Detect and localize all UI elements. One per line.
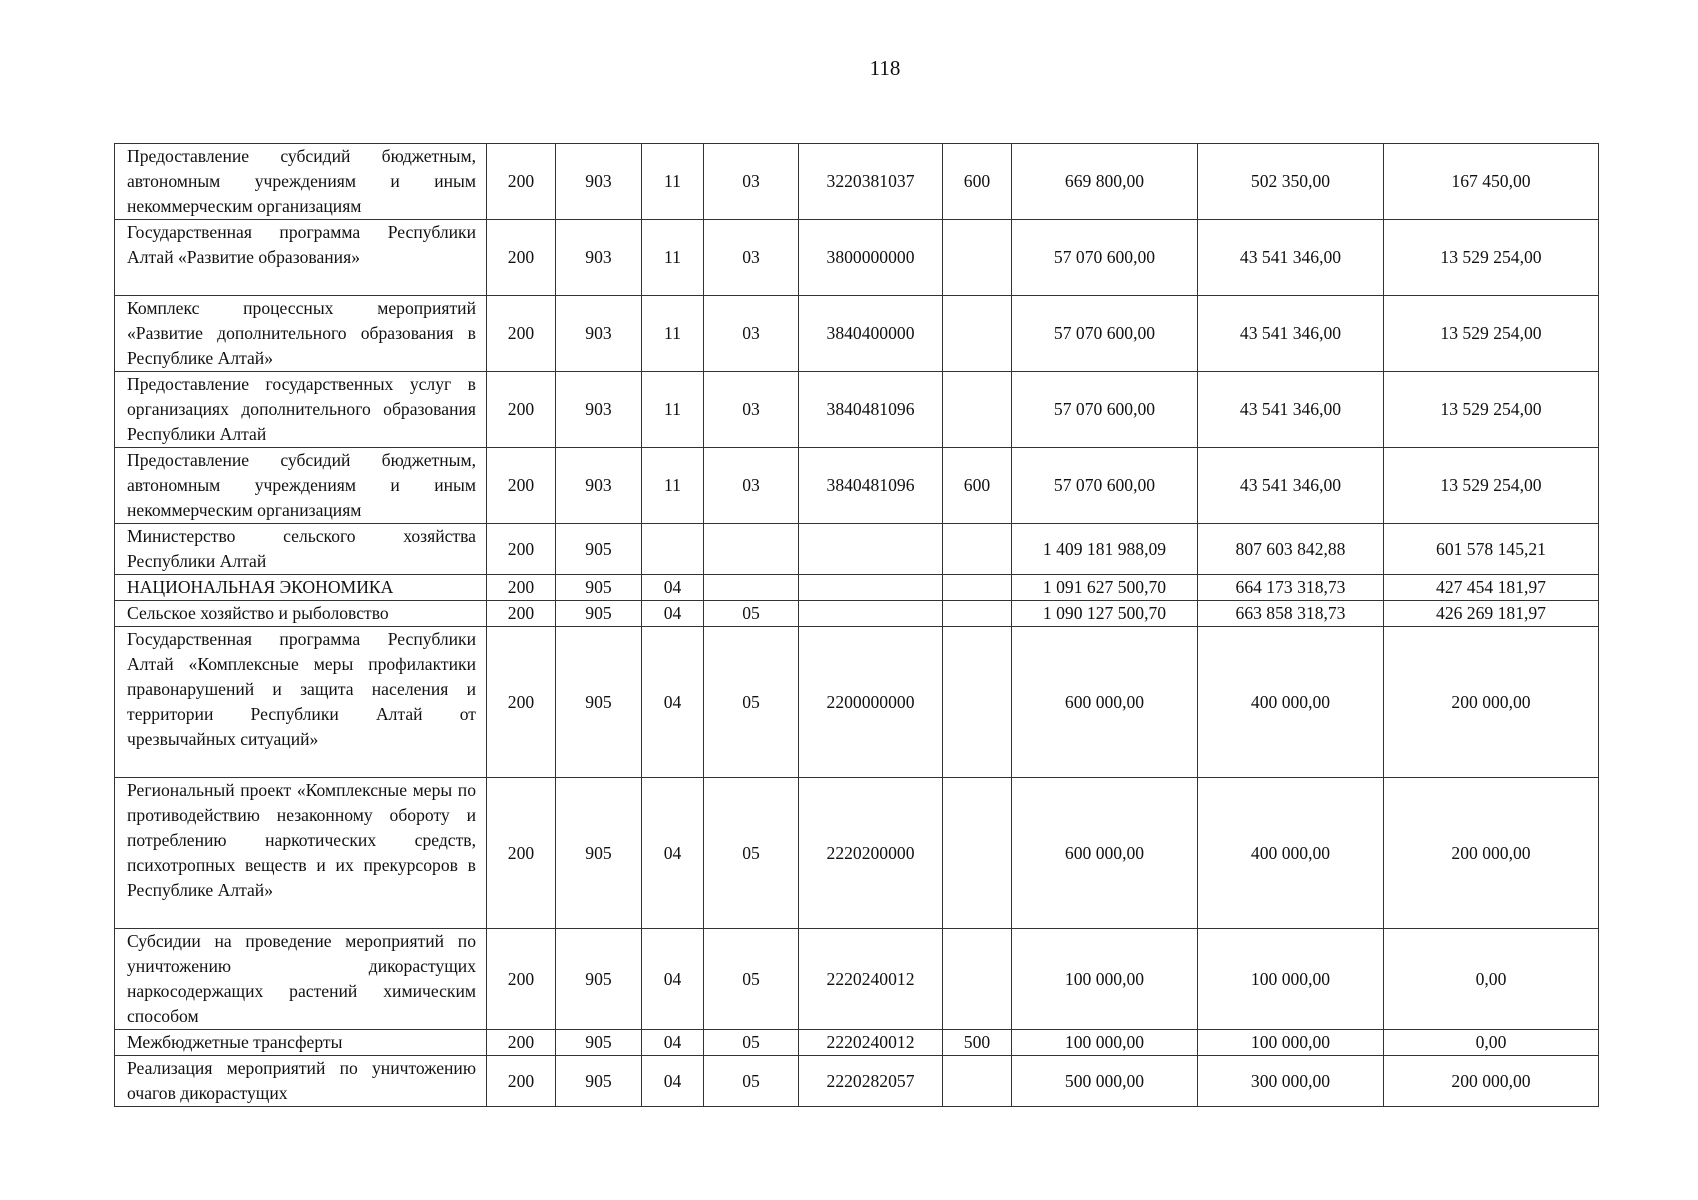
row-name-cell: Сельское хозяйство и рыболовство xyxy=(115,601,487,627)
row-ministry-code-cell: 905 xyxy=(556,1030,642,1056)
table-row xyxy=(115,929,1599,1030)
row-subsection-cell xyxy=(704,575,799,601)
row-name-cell: Министерство сельского хозяйства Республики Алтай xyxy=(115,524,487,575)
row-target-article-cell: 2200000000 xyxy=(799,627,943,778)
row-subsection-cell: 05 xyxy=(704,1056,799,1107)
row-amount-federal-cell: 663 858 318,73 xyxy=(1198,601,1384,627)
row-section-cell: 04 xyxy=(642,601,704,627)
row-amount-total-cell: 600 000,00 xyxy=(1012,627,1198,778)
row-section-cell: 11 xyxy=(642,448,704,524)
row-name-cell: Предоставление государственных услуг в организациях дополнительного образования Республики Алтай xyxy=(115,372,487,448)
table-body xyxy=(115,144,1599,1107)
row-amount-regional-cell: 200 000,00 xyxy=(1384,1056,1599,1107)
row-amount-federal-cell: 400 000,00 xyxy=(1198,778,1384,929)
row-name-cell: Государственная программа Республики Алтай «Комплексные меры профилактики правонарушений и защита населения и территории Республики Алтай от чрезвычайных ситуаций» xyxy=(115,627,487,778)
row-section-cell: 11 xyxy=(642,144,704,220)
row-amount-regional-cell: 200 000,00 xyxy=(1384,778,1599,929)
row-amount-regional-cell: 13 529 254,00 xyxy=(1384,296,1599,372)
table-row xyxy=(115,1056,1599,1107)
row-amount-total-cell: 57 070 600,00 xyxy=(1012,296,1198,372)
row-expense-type-cell xyxy=(943,929,1012,1030)
row-name-cell: Государственная программа Республики Алтай «Развитие образования» xyxy=(115,220,487,296)
row-gr-cell: 200 xyxy=(487,778,556,929)
row-amount-total-cell: 100 000,00 xyxy=(1012,929,1198,1030)
row-expense-type-cell xyxy=(943,372,1012,448)
table-row xyxy=(115,448,1599,524)
row-target-article-cell: 2220200000 xyxy=(799,778,943,929)
row-expense-type-cell xyxy=(943,1056,1012,1107)
table-row xyxy=(115,601,1599,627)
row-ministry-code-cell: 903 xyxy=(556,220,642,296)
row-gr-cell: 200 xyxy=(487,296,556,372)
row-target-article-cell: 3800000000 xyxy=(799,220,943,296)
budget-table xyxy=(114,143,1599,1107)
row-amount-regional-cell: 427 454 181,97 xyxy=(1384,575,1599,601)
row-target-article-cell: 3220381037 xyxy=(799,144,943,220)
row-subsection-cell: 05 xyxy=(704,929,799,1030)
row-target-article-cell: 2220240012 xyxy=(799,1030,943,1056)
row-amount-federal-cell: 43 541 346,00 xyxy=(1198,448,1384,524)
row-ministry-code-cell: 905 xyxy=(556,627,642,778)
row-amount-total-cell: 1 409 181 988,09 xyxy=(1012,524,1198,575)
row-amount-regional-cell: 13 529 254,00 xyxy=(1384,372,1599,448)
row-amount-total-cell: 57 070 600,00 xyxy=(1012,448,1198,524)
table-row xyxy=(115,372,1599,448)
row-ministry-code-cell: 905 xyxy=(556,778,642,929)
row-gr-cell: 200 xyxy=(487,575,556,601)
table-row xyxy=(115,220,1599,296)
table-row xyxy=(115,575,1599,601)
row-amount-total-cell: 1 091 627 500,70 xyxy=(1012,575,1198,601)
row-amount-regional-cell: 167 450,00 xyxy=(1384,144,1599,220)
row-expense-type-cell xyxy=(943,778,1012,929)
row-expense-type-cell xyxy=(943,296,1012,372)
row-gr-cell: 200 xyxy=(487,1030,556,1056)
row-gr-cell: 200 xyxy=(487,1056,556,1107)
row-name-cell: Предоставление субсидий бюджетным, автономным учреждениям и иным некоммерческим организациям xyxy=(115,448,487,524)
row-section-cell xyxy=(642,524,704,575)
row-gr-cell: 200 xyxy=(487,601,556,627)
row-ministry-code-cell: 905 xyxy=(556,929,642,1030)
table-row xyxy=(115,778,1599,929)
row-section-cell: 04 xyxy=(642,778,704,929)
row-expense-type-cell: 600 xyxy=(943,448,1012,524)
row-ministry-code-cell: 905 xyxy=(556,524,642,575)
page-number: 118 xyxy=(869,56,901,80)
row-amount-regional-cell: 13 529 254,00 xyxy=(1384,448,1599,524)
row-section-cell: 04 xyxy=(642,1056,704,1107)
row-amount-federal-cell: 300 000,00 xyxy=(1198,1056,1384,1107)
row-target-article-cell xyxy=(799,601,943,627)
row-amount-federal-cell: 100 000,00 xyxy=(1198,1030,1384,1056)
row-subsection-cell: 03 xyxy=(704,144,799,220)
row-subsection-cell: 05 xyxy=(704,627,799,778)
row-amount-federal-cell: 807 603 842,88 xyxy=(1198,524,1384,575)
row-ministry-code-cell: 903 xyxy=(556,296,642,372)
row-expense-type-cell xyxy=(943,601,1012,627)
row-gr-cell: 200 xyxy=(487,144,556,220)
row-gr-cell: 200 xyxy=(487,627,556,778)
row-target-article-cell: 2220282057 xyxy=(799,1056,943,1107)
row-section-cell: 11 xyxy=(642,296,704,372)
row-name-cell: Региональный проект «Комплексные меры по противодействию незаконному обороту и потреблению наркотических средств, психотропных веществ и их прекурсоров в Республике Алтай» xyxy=(115,778,487,929)
row-amount-regional-cell: 426 269 181,97 xyxy=(1384,601,1599,627)
row-section-cell: 04 xyxy=(642,1030,704,1056)
row-subsection-cell: 03 xyxy=(704,296,799,372)
table-row xyxy=(115,1030,1599,1056)
row-ministry-code-cell: 903 xyxy=(556,144,642,220)
row-section-cell: 04 xyxy=(642,929,704,1030)
row-amount-total-cell: 57 070 600,00 xyxy=(1012,372,1198,448)
row-section-cell: 11 xyxy=(642,220,704,296)
row-amount-federal-cell: 43 541 346,00 xyxy=(1198,296,1384,372)
row-target-article-cell: 3840400000 xyxy=(799,296,943,372)
row-target-article-cell: 3840481096 xyxy=(799,372,943,448)
row-expense-type-cell: 600 xyxy=(943,144,1012,220)
row-expense-type-cell xyxy=(943,627,1012,778)
row-amount-total-cell: 500 000,00 xyxy=(1012,1056,1198,1107)
row-gr-cell: 200 xyxy=(487,448,556,524)
row-amount-regional-cell: 13 529 254,00 xyxy=(1384,220,1599,296)
row-subsection-cell: 05 xyxy=(704,601,799,627)
row-amount-federal-cell: 43 541 346,00 xyxy=(1198,372,1384,448)
row-amount-federal-cell: 43 541 346,00 xyxy=(1198,220,1384,296)
row-subsection-cell: 03 xyxy=(704,372,799,448)
row-ministry-code-cell: 903 xyxy=(556,372,642,448)
row-target-article-cell: 2220240012 xyxy=(799,929,943,1030)
row-amount-federal-cell: 502 350,00 xyxy=(1198,144,1384,220)
row-subsection-cell xyxy=(704,524,799,575)
row-amount-total-cell: 1 090 127 500,70 xyxy=(1012,601,1198,627)
row-amount-total-cell: 57 070 600,00 xyxy=(1012,220,1198,296)
row-amount-federal-cell: 664 173 318,73 xyxy=(1198,575,1384,601)
row-amount-regional-cell: 200 000,00 xyxy=(1384,627,1599,778)
row-amount-regional-cell: 601 578 145,21 xyxy=(1384,524,1599,575)
row-ministry-code-cell: 905 xyxy=(556,1056,642,1107)
row-amount-regional-cell: 0,00 xyxy=(1384,1030,1599,1056)
row-amount-total-cell: 669 800,00 xyxy=(1012,144,1198,220)
row-gr-cell: 200 xyxy=(487,372,556,448)
row-expense-type-cell: 500 xyxy=(943,1030,1012,1056)
row-section-cell: 04 xyxy=(642,627,704,778)
row-ministry-code-cell: 903 xyxy=(556,448,642,524)
row-ministry-code-cell: 905 xyxy=(556,601,642,627)
row-amount-total-cell: 600 000,00 xyxy=(1012,778,1198,929)
row-name-cell: Реализация мероприятий по уничтожению очагов дикорастущих xyxy=(115,1056,487,1107)
row-subsection-cell: 03 xyxy=(704,220,799,296)
row-section-cell: 11 xyxy=(642,372,704,448)
row-name-cell: Межбюджетные трансферты xyxy=(115,1030,487,1056)
row-gr-cell: 200 xyxy=(487,524,556,575)
row-name-cell: Комплекс процессных мероприятий «Развитие дополнительного образования в Республике Алтай» xyxy=(115,296,487,372)
row-amount-total-cell: 100 000,00 xyxy=(1012,1030,1198,1056)
row-expense-type-cell xyxy=(943,220,1012,296)
row-ministry-code-cell: 905 xyxy=(556,575,642,601)
row-subsection-cell: 05 xyxy=(704,1030,799,1056)
table-row xyxy=(115,524,1599,575)
row-gr-cell: 200 xyxy=(487,929,556,1030)
row-expense-type-cell xyxy=(943,524,1012,575)
table-row xyxy=(115,296,1599,372)
row-subsection-cell: 05 xyxy=(704,778,799,929)
table-row xyxy=(115,144,1599,220)
row-name-cell: Предоставление субсидий бюджетным, автономным учреждениям и иным некоммерческим организациям xyxy=(115,144,487,220)
row-expense-type-cell xyxy=(943,575,1012,601)
row-name-cell: Субсидии на проведение мероприятий по уничтожению дикорастущих наркосодержащих растений химическим способом xyxy=(115,929,487,1030)
row-target-article-cell: 3840481096 xyxy=(799,448,943,524)
row-amount-federal-cell: 400 000,00 xyxy=(1198,627,1384,778)
row-target-article-cell xyxy=(799,575,943,601)
row-subsection-cell: 03 xyxy=(704,448,799,524)
row-amount-regional-cell: 0,00 xyxy=(1384,929,1599,1030)
row-gr-cell: 200 xyxy=(487,220,556,296)
row-section-cell: 04 xyxy=(642,575,704,601)
row-name-cell: НАЦИОНАЛЬНАЯ ЭКОНОМИКА xyxy=(115,575,487,601)
table-row xyxy=(115,627,1599,778)
row-amount-federal-cell: 100 000,00 xyxy=(1198,929,1384,1030)
row-target-article-cell xyxy=(799,524,943,575)
